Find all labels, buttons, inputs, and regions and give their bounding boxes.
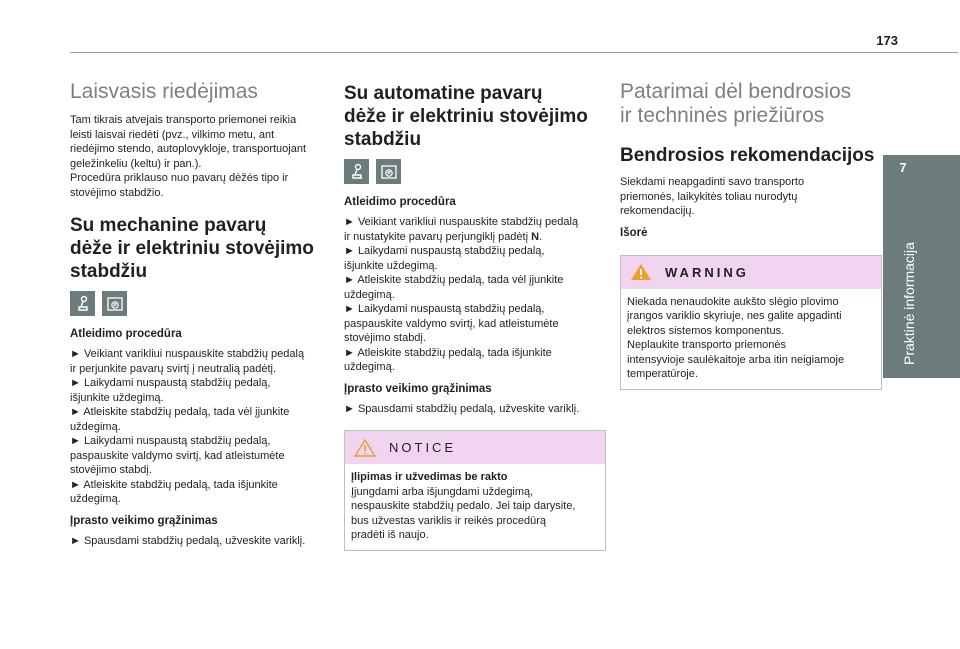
column-1 — [70, 80, 332, 548]
chapter-label: Praktinė informacija — [901, 242, 917, 365]
release-procedure-heading: Atleidimo procedūra — [344, 196, 456, 208]
subsection-title-manual: Su mechanine pavarų dėže ir elektriniu stovėjimo stabdžiu — [70, 215, 314, 282]
release-steps: ► Veikiant varikliui nuspauskite stabdžių pedalą ir nustatykite pavarų perjungiklį padėtį N. ► Laikydami nuspaustą stabdžių pedalą, išjunkite uždegimą. ► Atleiskite stabdžių pedalą, tada vėl įjunkite uždegimą. ► Laikydami nuspaustą stabdžių pedalą, paspauskite valdymo svirtį, kad atleistumėte stovėjimo stabdį. ► Atleiskite stabdžių pedalą, tada išjunkite uždegimą. — [344, 216, 579, 373]
icon-row — [70, 291, 332, 316]
auto-gear-icon — [344, 159, 369, 184]
subsection-title-general: Bendrosios rekomendacijos — [620, 145, 875, 166]
parking-brake-icon — [376, 159, 401, 184]
gear-letter: N — [531, 230, 540, 243]
notice-heading: Įlipimas ir užvedimas be rakto — [351, 471, 508, 483]
info-triangle-icon — [353, 438, 377, 458]
column-3 — [620, 80, 882, 390]
notice-text: Įjungdami arba išjungdami uždegimą, nespauskite stabdžių pedalo. Jei taip darysite, bus užvestas variklis ir reikės procedūrą pradėti iš naujo. — [351, 485, 576, 541]
restore-heading: Įprasto veikimo grąžinimas — [344, 382, 492, 395]
warning-text: Niekada nenaudokite aukšto slėgio plovimo įrangos variklio skyriuje, nes galite apgadinti elektros sistemos komponentus. Neplaukite transporto priemonės intensyvioje saulėkaitoje arba itin neigiamoje temperatūroje. — [627, 295, 845, 380]
release-steps: ► Veikiant varikliui nuspauskite stabdžių pedalą ir perjunkite pavarų svirtį į neutralią padėtį. ► Laikydami nuspaustą stabdžių pedalą, išjunkite uždegimą. ► Atleiskite stabdžių pedalą, tada vėl įjunkite uždegimą. ► Laikydami nuspaustą stabdžių pedalą, paspauskite valdymo svirtį, kad atleistumėte stovėjimo stabdį. ► Atleiskite stabdžių pedalą, tada išjunkite uždegimą. — [70, 348, 305, 505]
release-procedure-heading: Atleidimo procedūra — [70, 328, 182, 340]
notice-title: NOTICE — [389, 440, 457, 455]
restore-step: ► Spausdami stabdžių pedalą, užveskite variklį. — [344, 402, 580, 415]
notice-box — [344, 430, 606, 551]
warning-body — [621, 289, 881, 389]
page-number: 173 — [876, 33, 898, 48]
subsection-title-automatic: Su automatine pavarų dėže ir elektriniu stovėjimo stabdžiu — [344, 83, 588, 150]
icon-row — [344, 159, 606, 184]
column-2 — [344, 80, 606, 551]
exterior-heading: Išorė — [620, 226, 648, 239]
section-title-free-wheeling: Laisvasis riedėjimas — [70, 80, 258, 103]
warning-title: WARNING — [665, 264, 749, 280]
restore-step: ► Spausdami stabdžių pedalą, užveskite variklį. — [70, 534, 306, 547]
warning-box — [620, 255, 882, 390]
gear-lever-icon — [70, 291, 95, 316]
chapter-number: 7 — [899, 160, 907, 175]
warning-triangle-icon — [629, 262, 653, 282]
notice-body — [345, 464, 605, 550]
notice-header — [345, 431, 605, 464]
intro-text: Tam tikrais atvejais transporto priemonei reikia leisti laisvai riedėti (pvz., vilkimo metu, ant riedėjimo stendo, autoplovykloje, transportuojant geležinkeliu (keltu) ir pan.). Procedūra priklauso nuo pavarų dėžės tipo ir stovėjimo stabdžio. — [70, 114, 307, 199]
intro-text: Siekdami neapgadinti savo transporto priemonės, laikykitės toliau nurodytų rekomendacijų. — [620, 176, 805, 217]
chapter-tab[interactable] — [883, 155, 960, 378]
section-title-maintenance: Patarimai dėl bendrosios ir techninės priežiūros — [620, 80, 852, 127]
warning-header — [621, 256, 881, 289]
svg-text:A: A — [358, 174, 362, 181]
header-rule — [70, 52, 958, 53]
restore-heading: Įprasto veikimo grąžinimas — [70, 514, 218, 527]
parking-brake-icon — [102, 291, 127, 316]
